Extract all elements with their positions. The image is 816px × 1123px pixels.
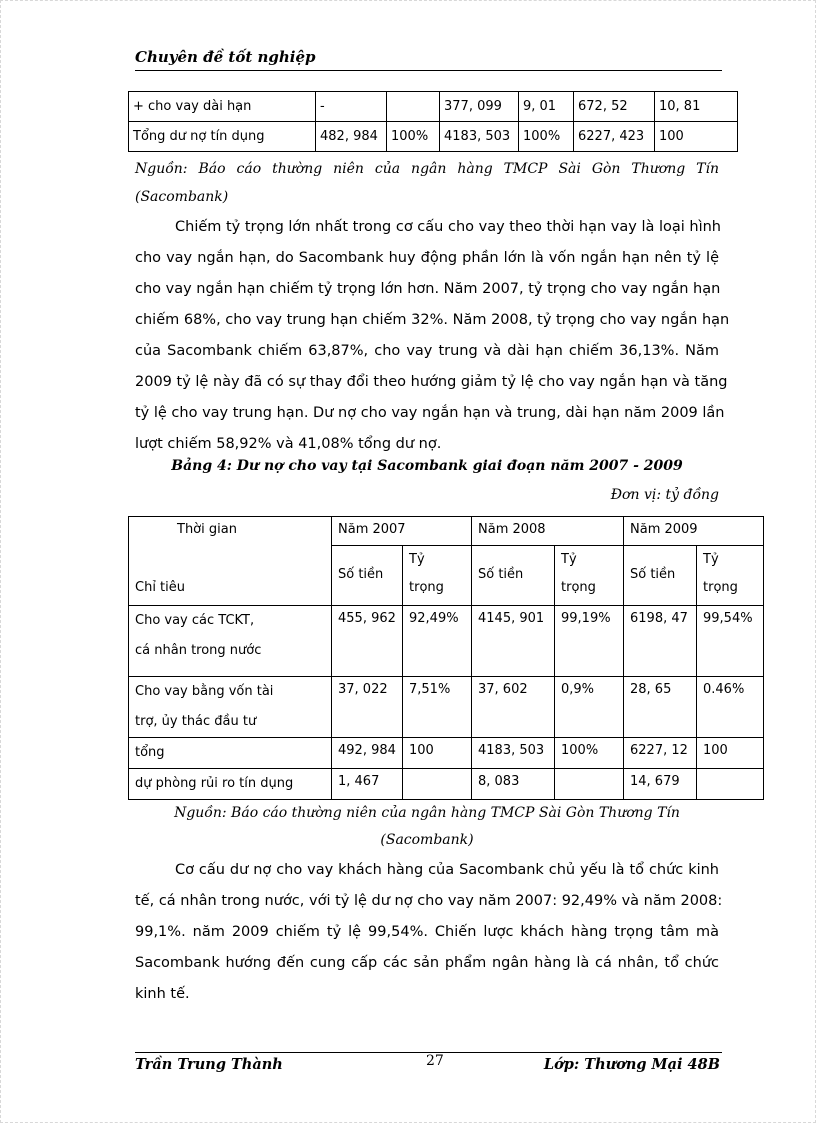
table-unit: Đơn vị: tỷ đồng — [610, 487, 719, 503]
table-cell: 99,19% — [555, 606, 624, 677]
table-cell: 100 — [697, 738, 764, 769]
year-header: Năm 2009 — [624, 517, 764, 546]
row-label: dự phòng rủi ro tín dụng — [129, 769, 332, 800]
table-cell — [387, 92, 440, 122]
row-label: tổng — [129, 738, 332, 769]
table-cell: 8, 083 — [472, 769, 555, 800]
share-header-line: trọng — [561, 579, 596, 595]
table-cell — [555, 769, 624, 800]
row-label-line: cá nhân trong nước — [135, 643, 262, 658]
amount-header: Số tiền — [332, 545, 403, 605]
table-cell: 14, 679 — [624, 769, 697, 800]
footer-class: Lớp: Thương Mại 48B — [543, 1056, 720, 1073]
body-paragraph — [135, 855, 723, 1010]
table-cell: 0.46% — [697, 677, 764, 738]
year-header: Năm 2008 — [472, 517, 624, 546]
amount-header: Số tiền — [472, 545, 555, 605]
table-row — [129, 606, 764, 677]
table-cell: 6227, 12 — [624, 738, 697, 769]
table-caption: Bảng 4: Dư nợ cho vay tại Sacombank giai đoạn năm 2007 - 2009 — [171, 458, 683, 474]
table-cell: 37, 022 — [332, 677, 403, 738]
table-cell: - — [316, 92, 387, 122]
row-label — [129, 677, 332, 738]
share-header-line: trọng — [703, 579, 738, 595]
table-cell: 4145, 901 — [472, 606, 555, 677]
table-cell: 9, 01 — [519, 92, 574, 122]
share-header-line: Tỷ — [561, 551, 577, 567]
row-label-line: Cho vay bằng vốn tài — [135, 684, 274, 699]
table-row — [129, 769, 764, 800]
table-cell: 100 — [403, 738, 472, 769]
table-cell — [697, 769, 764, 800]
paragraph-line: Chiếm tỷ trọng lớn nhất trong cơ cấu cho vay theo thời hạn vay là loại hình — [175, 219, 722, 235]
body-paragraph — [135, 212, 730, 460]
table-cell: 28, 65 — [624, 677, 697, 738]
table-cell: 4183, 503 — [440, 122, 519, 152]
table-row — [129, 738, 764, 769]
table-cell: 482, 984 — [316, 122, 387, 152]
share-header-line: Tỷ — [409, 551, 425, 567]
source-note-line: (Sacombank) — [135, 189, 229, 205]
table-cell: 99,54% — [697, 606, 764, 677]
source-note-line: (Sacombank) — [380, 832, 474, 848]
paragraph-line: chiếm 68%, cho vay trung hạn chiếm 32%. Năm 2008, tỷ trọng cho vay ngắn hạn — [135, 312, 730, 328]
table-cell: + cho vay dài hạn — [129, 92, 316, 122]
paragraph-line: 2009 tỷ lệ này đã có sự thay đổi theo hướng giảm tỷ lệ cho vay ngắn hạn và tăng — [135, 374, 728, 390]
paragraph-line: Sacombank hướng đến cung cấp các sản phẩm ngân hàng là cá nhân, tổ chức — [135, 955, 719, 971]
row-label-line: Cho vay các TCKT, — [135, 613, 255, 628]
page-number: 27 — [426, 1053, 444, 1069]
table-cell: 37, 602 — [472, 677, 555, 738]
table-cell: 100 — [655, 122, 738, 152]
document-header-title: Chuyên đề tốt nghiệp — [135, 48, 316, 66]
corner-bottom-label: Chỉ tiêu — [135, 580, 186, 595]
corner-top-label: Thời gian — [177, 522, 237, 537]
table-cell: 492, 984 — [332, 738, 403, 769]
table-cell: 4183, 503 — [472, 738, 555, 769]
table-cell: 92,49% — [403, 606, 472, 677]
share-header — [403, 545, 472, 605]
paragraph-line: kinh tế. — [135, 986, 190, 1002]
table-cell: 7,51% — [403, 677, 472, 738]
paragraph-line: của Sacombank chiếm 63,87%, cho vay trung và dài hạn chiếm 36,13%. Năm — [135, 343, 719, 359]
paragraph-line: cho vay ngắn hạn, do Sacombank huy động phần lớn là vốn ngắn hạn nên tỷ lệ — [135, 250, 719, 266]
paragraph-line: tế, cá nhân trong nước, với tỷ lệ dư nợ cho vay năm 2007: 92,49% và năm 2008: — [135, 893, 723, 909]
table-row — [129, 122, 738, 152]
paragraph-line: tỷ lệ cho vay trung hạn. Dư nợ cho vay ngắn hạn và trung, dài hạn năm 2009 lần — [135, 405, 725, 421]
paragraph-line: lượt chiếm 58,92% và 41,08% tổng dư nợ. — [135, 436, 442, 452]
row-label — [129, 606, 332, 677]
paragraph-line: 99,1%. năm 2009 chiếm tỷ lệ 99,54%. Chiến lược khách hàng trọng tâm mà — [135, 924, 719, 940]
table-cell — [403, 769, 472, 800]
amount-header: Số tiền — [624, 545, 697, 605]
header-rule — [135, 70, 722, 71]
table-cell: 1, 467 — [332, 769, 403, 800]
footer-author: Trần Trung Thành — [135, 1056, 283, 1073]
table-row — [129, 92, 738, 122]
table-cell: 10, 81 — [655, 92, 738, 122]
table-header-row — [129, 517, 764, 546]
table-cell: 0,9% — [555, 677, 624, 738]
table-cell: 100% — [555, 738, 624, 769]
paragraph-line: cho vay ngắn hạn chiếm tỷ trọng lớn hơn. Năm 2007, tỷ trọng cho vay ngắn hạn — [135, 281, 721, 297]
share-header-line: trọng — [409, 579, 444, 595]
source-note-line: Nguồn: Báo cáo thường niên của ngân hàng TMCP Sài Gòn Thương Tín — [174, 805, 680, 821]
table-cell: Tổng dư nợ tín dụng — [129, 122, 316, 152]
row-label-line: trợ, ủy thác đầu tư — [135, 714, 257, 729]
table-cell: 672, 52 — [574, 92, 655, 122]
table-cell: 100% — [387, 122, 440, 152]
share-header — [555, 545, 624, 605]
share-header — [697, 545, 764, 605]
share-header-line: Tỷ — [703, 551, 719, 567]
table-cell: 377, 099 — [440, 92, 519, 122]
table-cell: 455, 962 — [332, 606, 403, 677]
table-cell: 6198, 47 — [624, 606, 697, 677]
year-header: Năm 2007 — [332, 517, 472, 546]
source-note-line: Nguồn: Báo cáo thường niên của ngân hàng TMCP Sài Gòn Thương Tín — [135, 161, 719, 177]
table-cell: 6227, 423 — [574, 122, 655, 152]
table-corner-cell — [129, 517, 332, 606]
loan-term-table — [128, 91, 738, 152]
table-cell: 100% — [519, 122, 574, 152]
loan-balance-table — [128, 516, 764, 800]
table-row — [129, 677, 764, 738]
paragraph-line: Cơ cấu dư nợ cho vay khách hàng của Sacombank chủ yếu là tổ chức kinh — [175, 862, 719, 878]
